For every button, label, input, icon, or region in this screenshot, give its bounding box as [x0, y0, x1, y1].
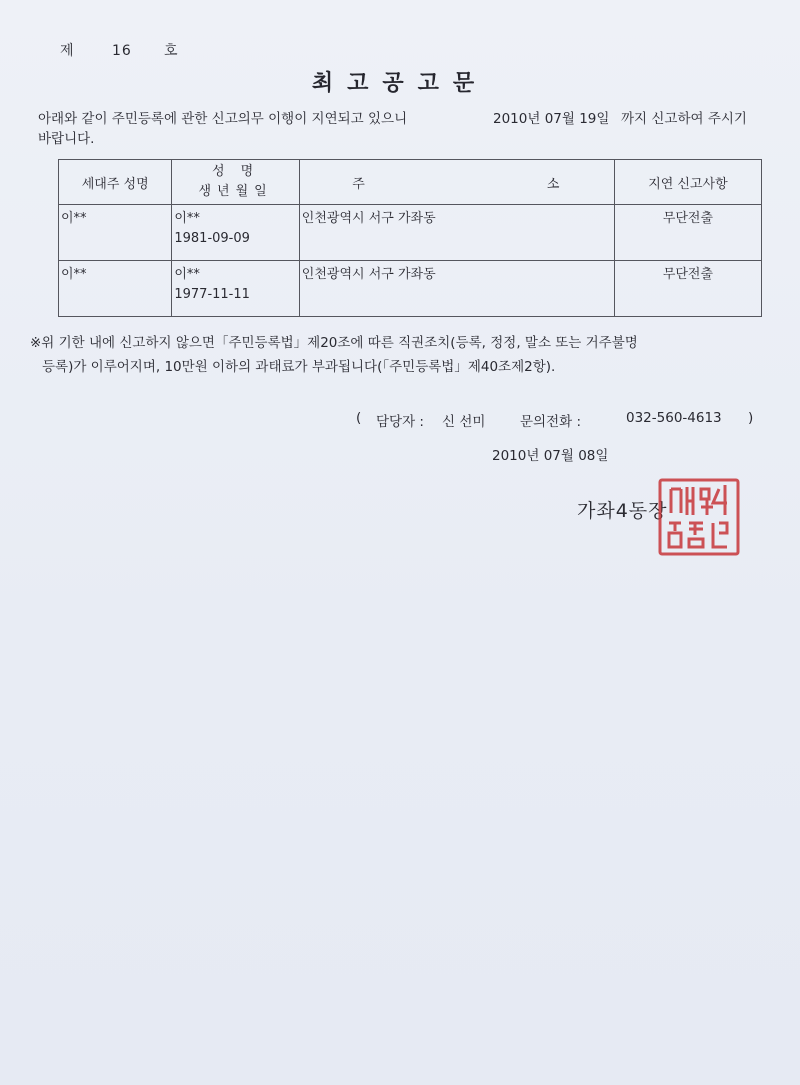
- document-title: 최고공고문: [311, 71, 489, 96]
- row-report: 무단전출: [662, 267, 714, 282]
- intro-deadline: 2010년 07월 19일: [493, 111, 610, 127]
- row-name: 이**: [174, 267, 200, 282]
- doc-number-suffix: 호: [164, 43, 179, 59]
- contact-phone: 032-560-4613: [626, 410, 722, 426]
- row-birth: 1981-09-09: [174, 231, 250, 246]
- row-name-birth: [172, 205, 298, 249]
- document-number: [60, 40, 179, 60]
- contact-close-paren: ): [748, 410, 754, 426]
- header-report: 지연 신고사항: [614, 160, 761, 205]
- table-row: [59, 205, 762, 261]
- row-address: 인천광역시 서구 가좌동: [301, 211, 436, 226]
- header-birth: 생년월일: [198, 184, 273, 199]
- doc-number-prefix: 제: [60, 43, 75, 59]
- intro-text-part3: 바랍니다.: [38, 131, 95, 147]
- row-birth: 1977-11-11: [174, 287, 250, 302]
- header-address-right: 소: [546, 176, 562, 192]
- issue-date: 2010년 07월 08일: [492, 448, 609, 464]
- header-householder: 세대주 성명: [59, 160, 172, 205]
- intro-text-part2: 까지 신고하여 주시기: [621, 111, 747, 127]
- doc-number-value: 16: [112, 43, 132, 59]
- table-header-row: [59, 160, 762, 205]
- contact-open-paren: (: [356, 410, 362, 426]
- official-seal-icon: [657, 477, 741, 557]
- header-address-left: 주: [352, 176, 367, 192]
- records-table: [58, 159, 762, 317]
- row-address: 인천광역시 서구 가좌동: [301, 267, 436, 282]
- contact-person-label: 담당자 :: [376, 414, 424, 430]
- row-name: 이**: [174, 211, 200, 226]
- row-householder: 이**: [61, 267, 87, 282]
- table-row: [59, 261, 762, 317]
- notice-paragraph: [30, 331, 770, 379]
- header-address: [299, 160, 614, 205]
- header-name: 성 명: [211, 164, 260, 179]
- row-name-birth: [172, 261, 298, 305]
- header-name-birth: [172, 160, 299, 205]
- row-report: 무단전출: [662, 211, 714, 226]
- contact-person: 신 선미: [442, 414, 486, 430]
- notice-line-2: 등록)가 이루어지며, 10만원 이하의 과태료가 부과됩니다(「주민등록법」제40조제2항).: [42, 359, 556, 375]
- notice-line-1: ※위 기한 내에 신고하지 않으면「주민등록법」제20조에 따른 직권조치(등록, 정정, 말소 또는 거주불명: [30, 335, 638, 351]
- row-householder: 이**: [61, 211, 87, 226]
- intro-text-part1: 아래와 같이 주민등록에 관한 신고의무 이행이 지연되고 있으니: [38, 111, 408, 127]
- issuer-name: 가좌4동장: [577, 500, 668, 522]
- contact-phone-label: 문의전화 :: [520, 414, 582, 430]
